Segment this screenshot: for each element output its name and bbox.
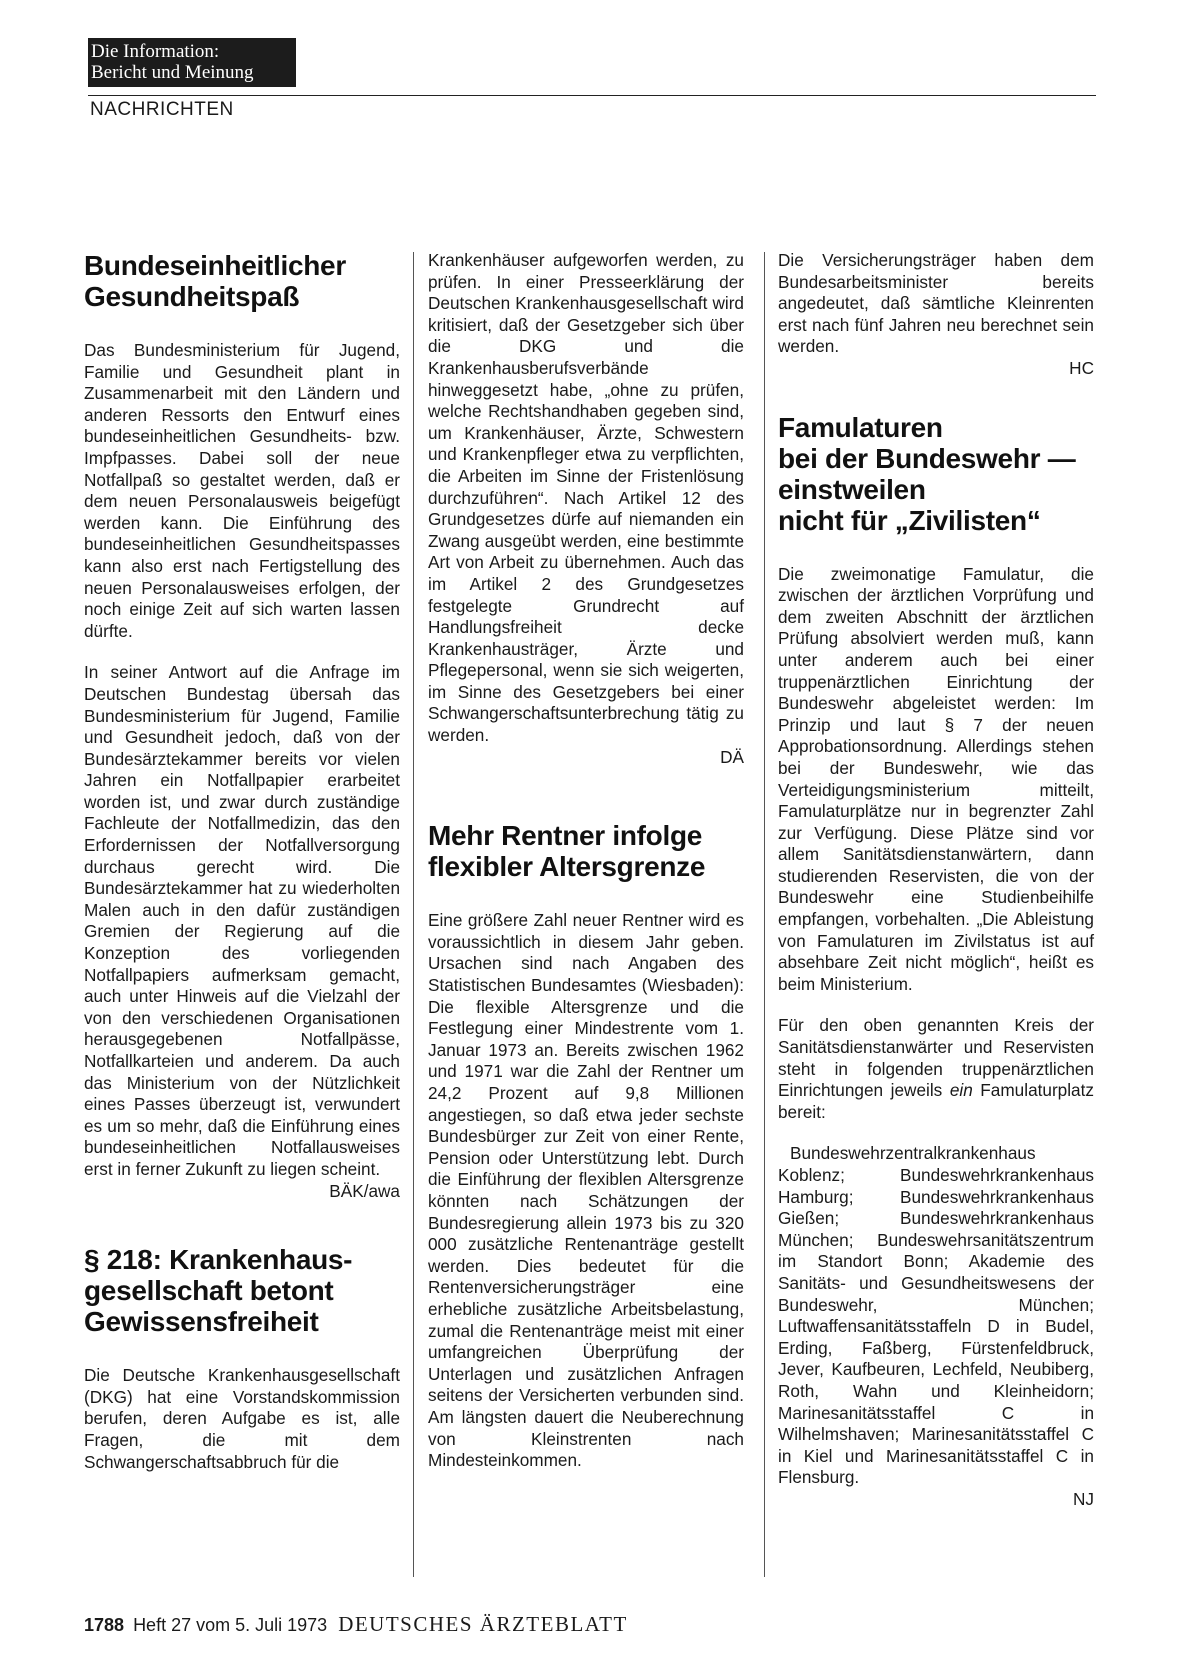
magazine-name: DEUTSCHES ÄRZTEBLATT: [338, 1612, 628, 1636]
section-label: NACHRICHTEN: [90, 99, 234, 120]
column-2: [428, 250, 744, 1472]
article-signature: BÄK/awa: [329, 1180, 400, 1201]
column-divider-1: [413, 252, 414, 1577]
header-line-2: Bericht und Meinung: [91, 62, 254, 83]
header-rule: [88, 95, 1096, 96]
header-line-1: Die Information:: [91, 41, 220, 62]
article-paragraph: Die Versicherungsträger haben dem Bundesarbeitsminister bereits angedeutet, daß sämtliche Kleinrenten erst nach fünf Jahren neu berechnet sein werden.: [778, 250, 1094, 357]
article-paragraph: Eine größere Zahl neuer Rentner wird es voraussichtlich in diesem Jahr geben. Ursachen sind nach Angaben des Statistischen Bundesamtes (Wiesbaden): Die flexible Altersgrenze und die Festlegung einer Mindestrente vom 1. Januar 1973 an. Bereits zwischen 1962 und 1971 war die Zahl der Rentner um 24,2 Prozent auf 9,8 Millionen angestiegen, so daß etwa jeder sechste Bundesbürger zur Zeit von einer Rente, Pension oder Unterstützung lebt. Durch die Einführung der flexiblen Altersgrenze könnten nach Schätzungen der Bundesregierung allein 1973 bis zu 320 000 zusätzliche Rentenanträge gestellt werden. Dies bedeutet für die Rentenversicherungsträger eine erhebliche zusätzliche Arbeitsbelastung, zumal die Rentenanträge meist mit einer umfangreichen Überprüfung der Unterlagen und zusätzlichen Anfragen seitens der Versicherten verbunden sind. Am längsten dauert die Neuberechnung von Kleinstrenten nach Mindesteinkommen.: [428, 910, 744, 1471]
article-signature: NJ: [1072, 1488, 1094, 1509]
article-paragraph: Die Deutsche Krankenhausgesellschaft (DKG) hat eine Vorstandskommission berufen, deren Aufgabe es ist, alle Fragen, die mit dem Schwangerschaftsabbruch für die: [84, 1365, 400, 1472]
article-title-paragraph218: § 218: Krankenhaus- gesellschaft betont Gewissensfreiheit: [84, 1244, 353, 1338]
article-paragraph: Krankenhäuser aufgeworfen werden, zu prüfen. In einer Presseerklärung der Deutschen Krankenhausgesellschaft wird kritisiert, daß der Gesetzgeber sich über die DKG und die Krankenhausberufsverbände hinweggesetzt habe, „ohne zu prüfen, welche Rechtshandhaben gegeben sind, um Krankenhäuser, Ärzte, Schwestern und Krankenpfleger etwa zu verpflichten, die Arbeiten im Sinne der Fristenlösung durchzuführen“. Nach Artikel 12 des Grundgesetzes dürfe auf niemanden ein Zwang ausgeübt werden, eine bestimmte Art von Arbeit zu übernehmen. Auch das im Artikel 2 des Grundgesetzes festgelegte Grundrecht auf Handlungsfreiheit decke Krankenhausträger, Ärzte und Pflegepersonal, wenn sie sich weigerten, im Sinne des Gesetzgebers bei einer Schwangerschaftsunterbrechung tätig zu werden.: [428, 250, 744, 746]
column-1: [84, 250, 400, 1473]
column-divider-2: [764, 252, 765, 1577]
page-footer: [84, 1612, 628, 1637]
article-paragraph: Die zweimonatige Famulatur, die zwischen der ärztlichen Vorprüfung und dem zweiten Abschnitt der ärztlichen Prüfung absolviert werden muß, kann unter anderem auch bei einer truppenärztlichen Einrichtung der Bundeswehr abgeleistet werden: Im Prinzip und laut § 7 der neuen Approbationsordnung. Allerdings stehen bei der Bundeswehr, wie das Verteidigungsministerium mitteilt, Famulaturplätze nur in begrenzter Zahl zur Verfügung. Diese Plätze sind vor allem Sanitätsdienstanwärtern, dann studierenden Reservisten, die von der Bundeswehr eine Studienbeihilfe empfangen, vorbehalten. „Die Ableistung von Famulaturen im Zivilstatus ist auf absehbare Zeit nicht möglich“, heißt es beim Ministerium.: [778, 563, 1094, 994]
issue-info: Heft 27 vom 5. Juli 1973: [133, 1615, 328, 1635]
article-paragraph: Das Bundesministerium für Jugend, Familie und Gesundheit plant in Zusammenarbeit mit den Ländern und anderen Ressorts den Entwurf eines bundeseinheitlichen Gesundheits- bzw. Impfpasses. Dabei soll der neue Notfallpaß so gestaltet werden, daß er dem neuen Personalausweis beigefügt werden kann. Die Einführung des bundeseinheitlichen Gesundheitspasses kann also erst nach Fertigstellung des neuen Personalausweises erfolgen, der noch einige Zeit auf sich warten lassen dürfte.: [84, 340, 400, 641]
article-title-famulaturen: Famulaturen bei der Bundeswehr — einstweilen nicht für „Zivilisten“: [778, 411, 1076, 536]
section-header-box: [88, 38, 296, 87]
column-3: [778, 250, 1094, 1511]
article-paragraph: Bundeswehrzentralkrankenhaus Koblenz; Bundeswehrkrankenhaus Hamburg; Bundeswehrkrankenhaus Gießen; Bundeswehrkrankenhaus München; Bundeswehrsanitätszentrum im Standort Bonn; Akademie des Sanitäts- und Gesundheitswesens der Bundeswehr, München; Luftwaffensanitätsstaffeln D in Budel, Erding, Faßberg, Fürstenfeldbruck, Jever, Kaufbeuren, Lechfeld, Neubiberg, Roth, Wahn und Kleinheidorn; Marinesanitätsstaffel C in Wilhelmshaven; Marinesanitätsstaffel C in Kiel und Marinesanitätsstaffel C in Flensburg.: [778, 1143, 1094, 1488]
article-paragraph: Für den oben genannten Kreis der Sanitätsdienstanwärter und Reservisten steht in folgenden truppenärztlichen Einrichtungen jeweils ein Famulaturplatz bereit:: [778, 1015, 1094, 1122]
article-signature: HC: [1069, 357, 1094, 378]
article-paragraph: In seiner Antwort auf die Anfrage im Deutschen Bundestag übersah das Bundesministerium für Jugend, Familie und Gesundheit jedoch, daß von der Bundesärztekammer bereits vor vielen Jahren ein Notfallpapier erarbeitet worden ist, und zwar durch zuständige Fachleute der Notfallmedizin, das den Erfordernissen der Notfallversorgung durchaus gerecht wird. Die Bundesärztekammer hat zu wiederholten Malen auch in den dafür zuständigen Gremien der Regierung auf die Konzeption des vorliegenden Notfallpapiers aufmerksam gemacht, auch unter Hinweis auf die Vielzahl der von den verschiedenen Organisationen herausgegebenen Notfallpässe, Notfallkarteien und anderem. Da auch das Ministerium von der Nützlichkeit eines Passes überzeugt ist, verwundert es um so mehr, daß die Einführung eines bundeseinheitlichen Notfallausweises erst in ferner Zukunft zu liegen scheint.: [84, 662, 400, 1179]
article-title-rentner: Mehr Rentner infolge flexibler Altersgrenze: [428, 820, 706, 883]
article-signature: DÄ: [720, 746, 744, 767]
page-number: 1788: [84, 1615, 125, 1635]
article-title-gesundheitspass: Bundeseinheitlicher Gesundheitspaß: [84, 250, 346, 312]
